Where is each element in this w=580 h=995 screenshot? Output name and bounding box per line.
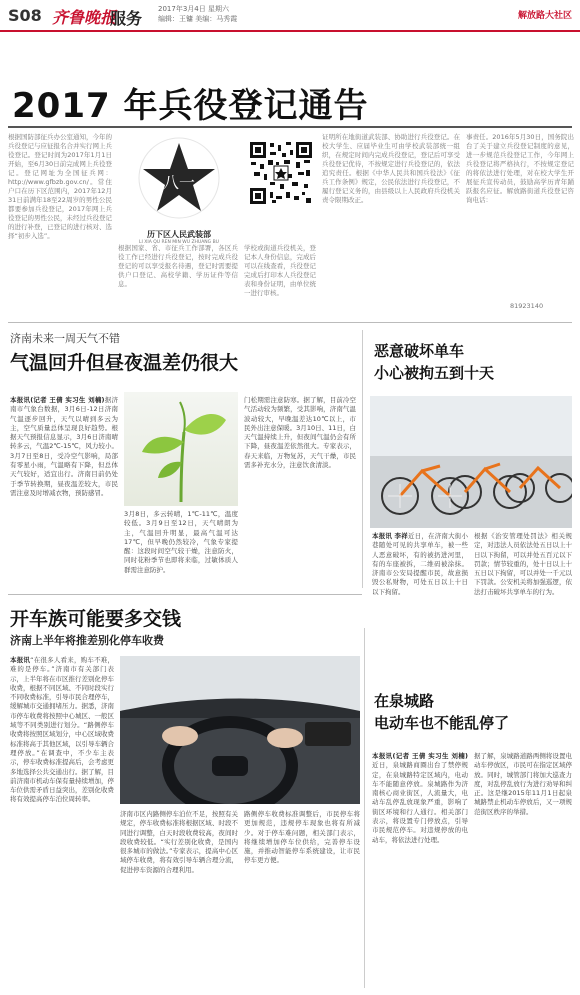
divider: [8, 126, 572, 128]
weather-col2: 3月8日，多云转晴，1℃-11℃，温度较低。3月9日至12日，天气晴朗为主，气温回升明显，最高气温可达17℃，但早晚仍然较冷，气象专家提醒：这段时间空气较干燥，注意防火，同时花粉季节也即将来临，过敏体质人群需注意防护。: [124, 510, 238, 574]
parking-col3: 济南市区内路侧停车泊位不足，按照有关规定，停车收费标准将根据区域、时段不同进行调整，白天时段收费较高，夜间时段收费较低。“实行差别化收费，是国内很多城市的做法。”专家表示，提高中心区域停车收费，将有效引导车辆合理分流，促进停车资源的合理利用。: [120, 810, 238, 874]
consult-phone: 81923140: [510, 302, 544, 310]
ebike-headline-line2: 电动车也不能乱停了: [374, 714, 510, 732]
weather-col1: [10, 396, 118, 586]
star-emblem-icon: [118, 133, 240, 223]
weather-col1-text: 据济南市气象台数据，3月6日-12日济南气温逐步回升，天气以晴到多云为主，空气质量总体呈现良好趋势。根据天气预报信息显示，3月6日济南晴转多云，气温2℃-15℃，风力较小。3月7日至8日，受冷空气影响，局部有零星小雨，气温略有下降，但总体天气较好，适宜出行。济南目前仍处于季节转换期，昼夜温差较大，市民需注意及时增减衣物，预防感冒。: [10, 396, 118, 497]
newspaper-logo: 齐鲁晚报: [52, 8, 117, 27]
logo-pinyin: LI XIA QU REN MIN WU ZHUANG BU: [139, 240, 219, 245]
article1-col4: 证明所在地街道武装部、协助进行兵役登记。在校大学生、应届毕业生可由学校武装部统一组织，在规定时间内完成兵役登记，登记后可享受兵役登记优待，不按规定进行兵役登记的，依法追究责任。根据《中华人民共和国兵役法》《征兵工作条例》规定，公民依法进行兵役登记，不履行登记义务的，由县级以上人民政府兵役机关责令限期改正。: [322, 133, 460, 204]
header-meta: [158, 4, 237, 24]
parking-col4: 路侧停车收费标准调整后，市民停车将更加规范，违规停车现象也将有所减少。对于停车难问题，相关部门表示，将继续增加停车位供给，完善停车设施，并推动智能停车系统建设，让市民停车更方便。: [244, 810, 360, 865]
ebike-col1-text: 近日，泉城路商圈出台了禁停规定，在泉城路特定区域内，电动车不能随意停放。泉城路作为济南核心商业街区，人流量大，电动车乱停乱放现象严重，影响了街区环境和行人通行。相关部门表示，将设置专门停放点，引导市民规范停车。对违规停放的电动车，将依法进行处理。: [372, 761, 468, 844]
header-date: 2017年3月4日 星期六: [158, 5, 229, 13]
headline-conscription: 2017 年兵役登记通告: [12, 86, 369, 126]
bike-byline: 本报讯 李祥: [372, 532, 408, 540]
header-editors: 编辑：王镛 美编：马秀霞: [158, 15, 238, 23]
ebike-col2: 据了解，泉城路道路两侧将设置电动车停放区，市民可在指定区域停放。同时，城管部门将加大巡查力度，对乱停乱放行为进行劝导和纠正。这是继2015年11月1日起泉城路禁止机动车停放后，又一项规范街区秩序的举措。: [474, 752, 572, 816]
armed-forces-logo: [118, 133, 240, 243]
article1-col3: 学校或街道兵役机关，登记本人身份信息，完成后可以在线查看，兵役登记完成后打印本人兵役登记表和身份证明，由单位统一进行审核。: [244, 244, 316, 297]
bike-col1-text: 近日，在济南大街小巷随处可见的共享单车，被一些人恶意破坏，有的被扔进河里，有的车座被拆，二维码被涂抹。济南市公安局提醒市民，故意损毁公私财物，可处五日以上十日以下拘留。: [372, 532, 468, 596]
section-title: 服务: [110, 9, 143, 28]
parking-subheadline: 济南上半年将推差别化停车收费: [10, 634, 164, 647]
weather-col3: 门松期需注意防寒。据了解，目前冷空气活动较为频繁，受其影响，济南气温波动较大，早晚温差达10℃以上，市民外出注意保暖。3月10日、11日，白天气温持续上升，但夜间气温仍会有所下降，昼夜温差依然很大。专家表示，春天来临，万物复苏，天气干燥，市民需多补充水分，注意饮食清淡。: [244, 396, 356, 470]
page-number: S08: [8, 6, 42, 25]
divider: [8, 594, 362, 595]
parking-col1: [10, 656, 114, 986]
bicycle-icon: [370, 396, 572, 528]
driving-photo: [120, 656, 360, 804]
column-divider: [362, 330, 363, 588]
bike-headline-line2: 小心被拘五到十天: [374, 364, 495, 382]
article1-col5: 事责任。2016年5月30日，国务院出台了关于建立兵役登记制度的意见，进一步规范兵役登记工作，今年网上兵役登记将严格执行，不按规定登记的将依法进行处理，对在校大学生开展征兵宣传动员，鼓励高学历青年踊跃报名应征。解放路街道兵役登记咨询电话：: [466, 133, 574, 204]
parking-col2-text: “路侧停车收费将按照区域划分，中心区域收费标准将高于其他区域，以引导车辆合理停放。”在调查中，不少车主表示，停车收费标准提高后，会考虑更多地选择公共交通出行。据了解，目前济南市机动车保有量持续增加，停车位供需矛盾日益突出，差别化收费将有效提高停车泊位周转率。: [10, 721, 114, 804]
qr-code-icon[interactable]: [248, 140, 314, 206]
parking-byline: 本报讯: [10, 656, 31, 664]
ebike-col1: [372, 752, 468, 988]
bike-col2: 根据《治安管理处罚法》相关规定，对违法人员依法处五日以上十日以下拘留，可以并处五百元以下罚款；情节较重的，处十日以上十五日以下拘留，可以并处一千元以下罚款。公安机关将加强巡逻，依法打击破坏共享单车的行为。: [474, 532, 572, 596]
bike-headline-line1: 恶意破坏单车: [374, 342, 465, 360]
shared-bikes-photo: [370, 396, 572, 528]
svg-text:八一: 八一: [162, 173, 196, 192]
edition-label: 解放路大社区: [517, 11, 572, 21]
steering-wheel-icon: [120, 656, 360, 804]
ebike-byline: 本报讯(记者 王倩 实习生 刘楠): [372, 752, 468, 760]
sprout-icon: [124, 392, 238, 506]
parking-col1-text: “在很多人看来，购车不难，难的是停车。”济南市有关部门表示，上半年将在市区推行差别化停车收费，根据不同区域、不同时段实行不同收费标准，引导市民合理停车，缓解城市交通拥堵压力。据悉，济南市停车收费将按照中心城区、一般区域等不同类别进行划分。: [10, 656, 114, 730]
bike-col1: [372, 532, 468, 622]
column-divider: [364, 628, 365, 988]
weather-byline: 本报讯(记者 王倩 实习生 刘楠): [10, 396, 105, 404]
article1-col1: 根据国防部征兵办公室通知，今年的兵役登记与应征报名合并实行网上兵役登记。登记时间为2017年1月1日开始，至6月30日前完成网上兵役登记。登记网址为全国征兵网：http://www.gfbzb.gov.cn/。常住户口在历下区范围内，2017年12月31日前满年18至22周岁的男性公民都要参加兵役登记，2017年网上兵役登记的男性公民，未经过兵役登记的进行补登，已登记的进行核对、选择“初步入选”。: [8, 133, 112, 240]
bike-headline: [374, 340, 494, 384]
weather-headline: 气温回升但昼夜温差仍很大: [10, 352, 239, 374]
ebike-headline: [374, 690, 509, 734]
weather-kicker: 济南未来一周天气不错: [10, 332, 120, 345]
parking-headline: 开车族可能要多交钱: [10, 608, 182, 630]
divider: [8, 322, 572, 323]
article1-col2: 根据国家、省、市征兵工作部署，各区兵役工作已经进行兵役登记，按时完成兵役登记的可以享受报名待遇，登记时需要提供户口登记、高校学籍、学历证件等信息。: [118, 244, 238, 288]
logo-name: 历下区人民武装部: [147, 230, 211, 239]
ebike-headline-line1: 在泉城路: [374, 692, 435, 710]
sprout-photo: [124, 392, 238, 506]
